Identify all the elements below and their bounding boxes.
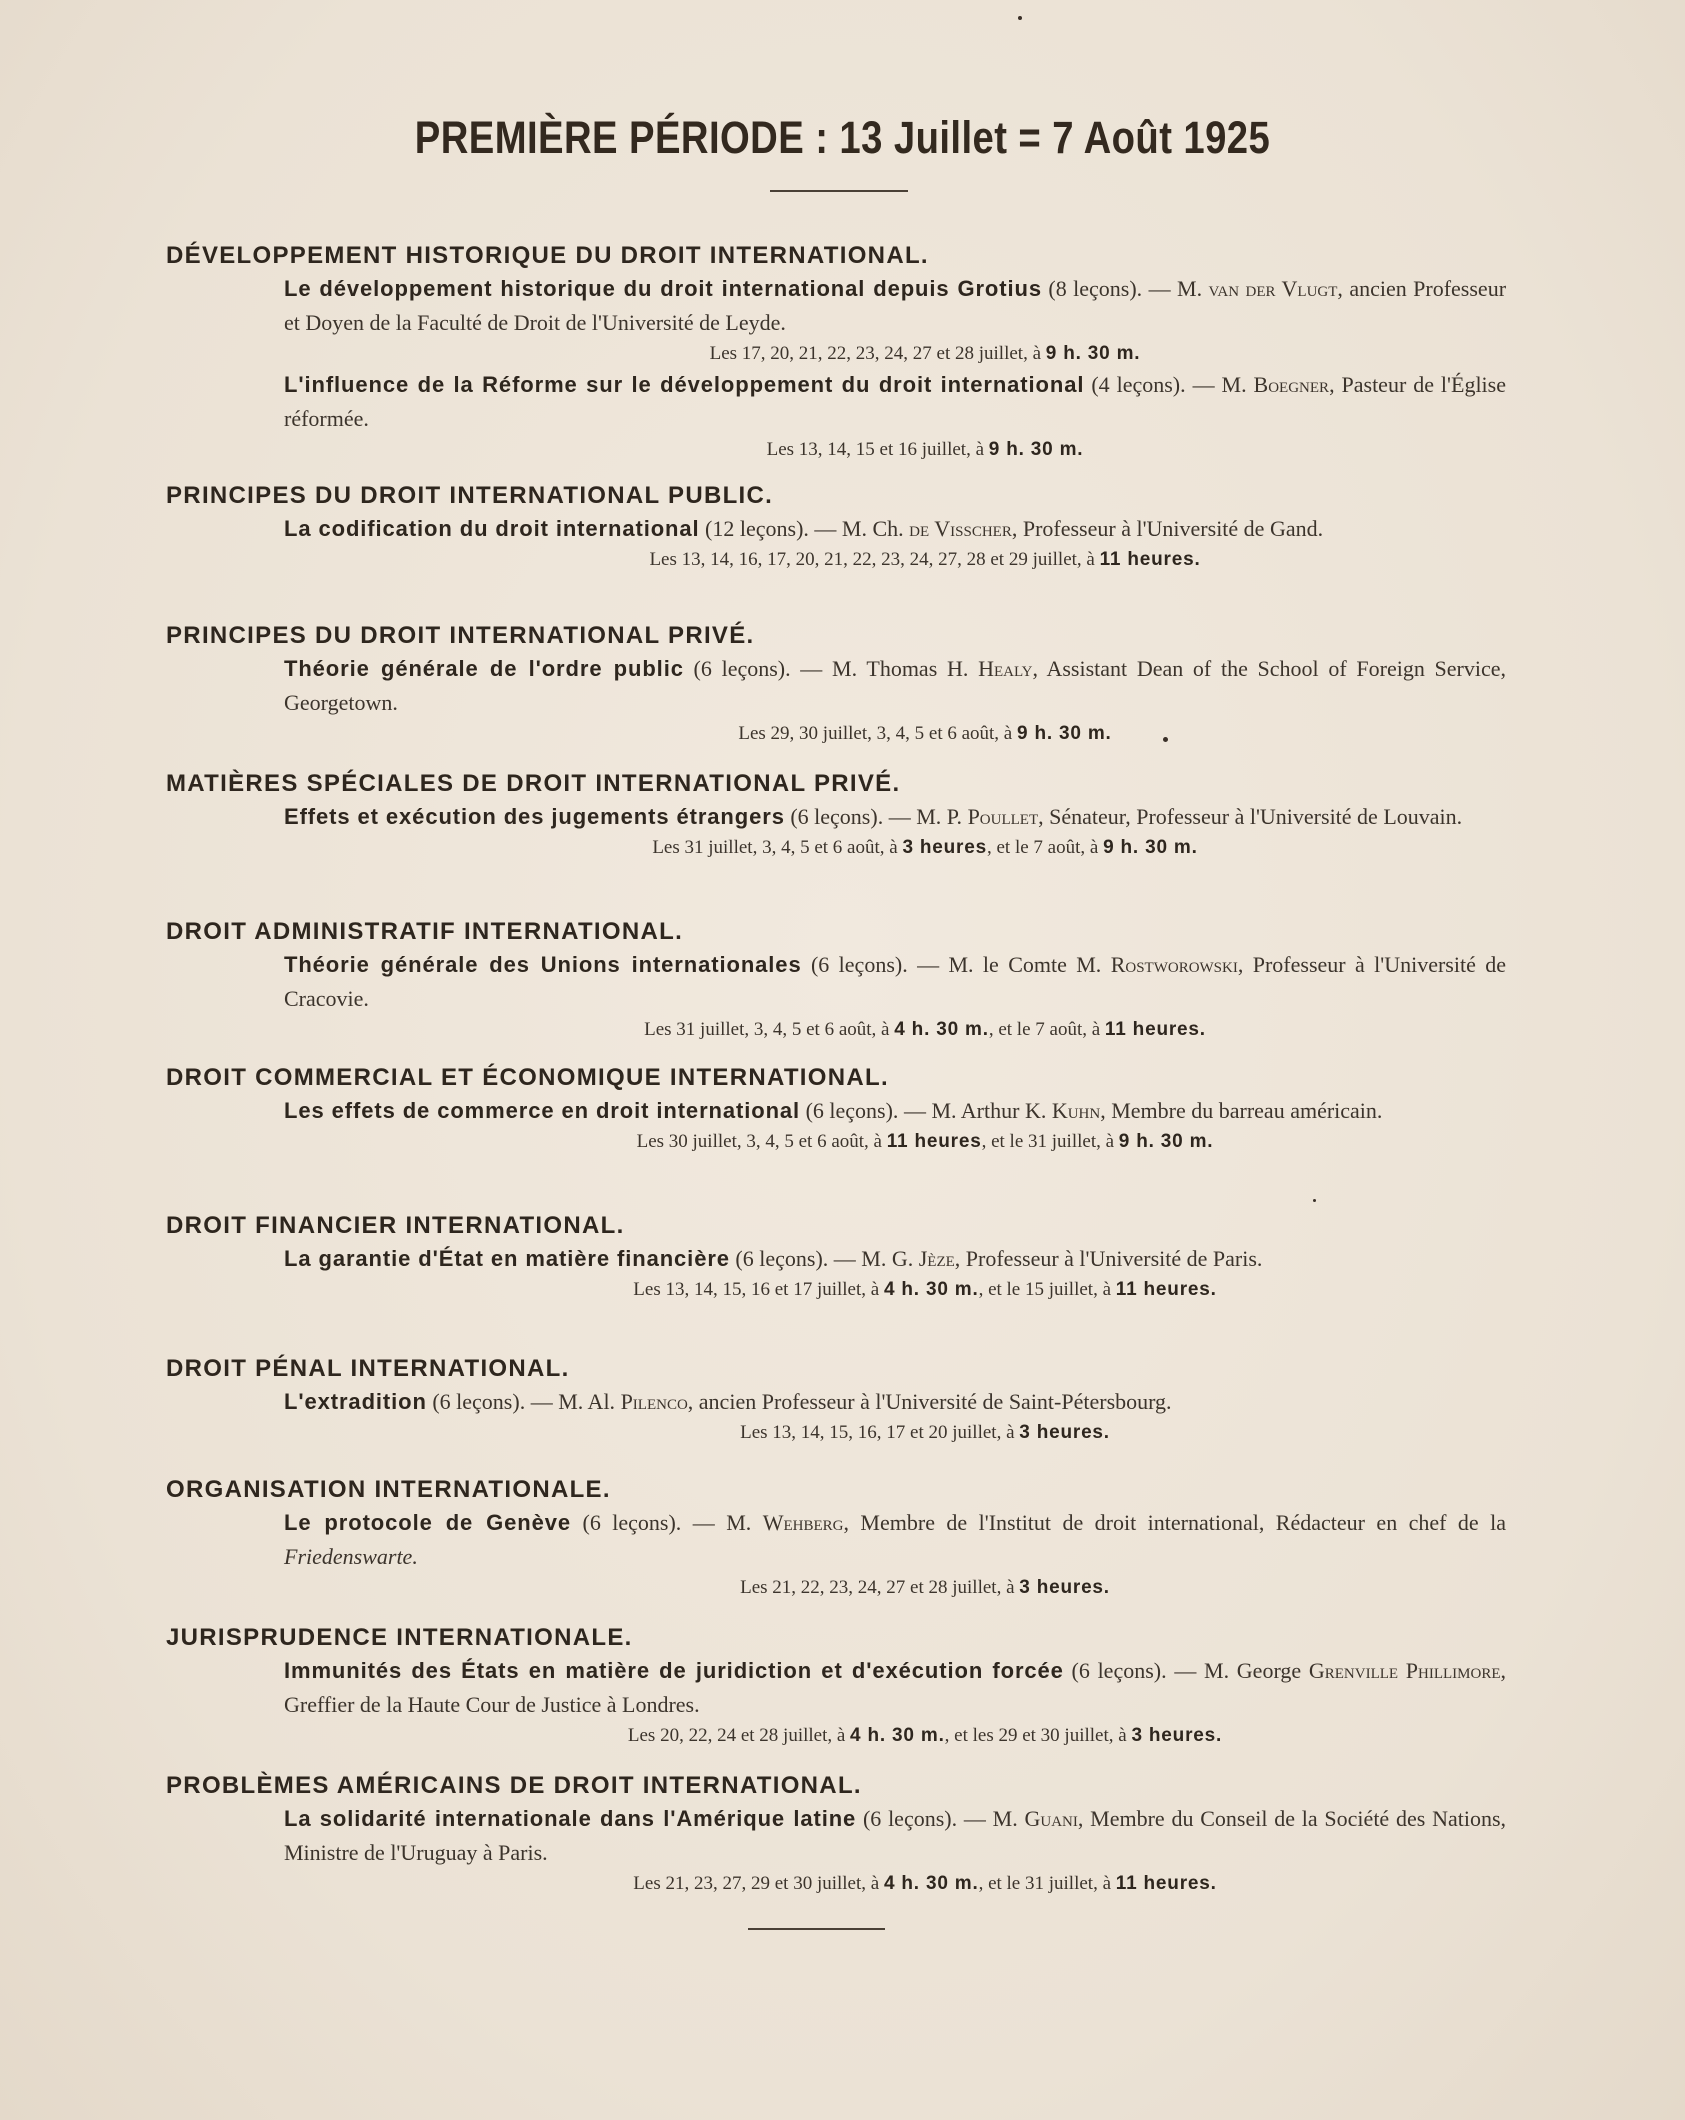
professor-name: Grenville Phillimore: [1308, 1658, 1501, 1683]
footer-divider: [748, 1928, 885, 1930]
program-section: [166, 1474, 1506, 1602]
section-heading: DROIT PÉNAL INTERNATIONAL.: [166, 1355, 570, 1382]
schedule-time: 11 heures: [886, 1131, 982, 1152]
course-title: Le protocole de Genève: [284, 1510, 572, 1535]
lesson-count: (4 leçons).: [1091, 372, 1186, 397]
program-section: [166, 1770, 1506, 1898]
course-entry: [284, 948, 1506, 1016]
course-title: Le développement historique du droit international depuis Grotius: [284, 276, 1042, 301]
course-entry: [284, 652, 1506, 720]
professor-name: Guani: [1024, 1806, 1078, 1831]
professor-description: , ancien Professeur et Doyen de la Faculté de Droit de l'Université de Leyde.: [284, 276, 1507, 335]
course-schedule: [284, 1276, 1506, 1304]
schedule-time: 3 heures.: [1019, 1422, 1110, 1443]
course-schedule: [284, 1419, 1506, 1447]
schedule-time-extra: 11 heures.: [1115, 1279, 1217, 1300]
professor-name: Pilenco: [620, 1389, 688, 1414]
professor-prefix: — M. Arthur K.: [898, 1098, 1052, 1123]
schedule-dates: Les 30 juillet, 3, 4, 5 et 6 août, à: [636, 1131, 887, 1152]
schedule-dates-extra: , et le 31 juillet, à: [978, 1873, 1116, 1894]
ink-speck: [1018, 16, 1022, 20]
lesson-count: (6 leçons).: [862, 1806, 958, 1831]
course-title: La codification du droit international: [284, 516, 700, 541]
professor-name: Rostworowski: [1110, 952, 1238, 977]
course-entry: [284, 1242, 1506, 1276]
program-section: [166, 240, 1506, 464]
course-title: Effets et exécution des jugements étrangers: [284, 804, 785, 829]
section-heading: ORGANISATION INTERNATIONALE.: [166, 1476, 611, 1503]
course-entry: [284, 1654, 1506, 1722]
course-title: Théorie générale des Unions internationales: [284, 952, 802, 977]
professor-name: Boegner: [1253, 372, 1330, 397]
schedule-dates: Les 29, 30 juillet, 3, 4, 5 et 6 août, à: [738, 723, 1017, 744]
title-divider: [770, 190, 908, 192]
schedule-time-extra: 3 heures.: [1131, 1725, 1223, 1746]
course-schedule: [284, 1574, 1506, 1602]
schedule-dates: Les 21, 23, 27, 29 et 30 juillet, à: [633, 1873, 884, 1894]
schedule-time: 9 h. 30 m.: [988, 439, 1084, 460]
professor-description: , Sénateur, Professeur à l'Université de Louvain.: [1038, 804, 1463, 829]
course-schedule: [284, 546, 1506, 574]
professor-description: , Professeur à l'Université de Paris.: [954, 1246, 1263, 1271]
course-entry: [284, 800, 1506, 834]
course-entry: [284, 512, 1506, 546]
schedule-time-extra: 11 heures.: [1115, 1873, 1217, 1894]
course-schedule: [284, 1870, 1506, 1898]
schedule-dates: Les 13, 14, 15 et 16 juillet, à: [766, 439, 989, 460]
professor-prefix: — M. Al.: [525, 1389, 621, 1414]
course-schedule: [284, 720, 1506, 748]
lesson-count: (6 leçons).: [693, 656, 791, 681]
course-schedule: [284, 1128, 1506, 1156]
course-title: L'extradition: [284, 1389, 427, 1414]
schedule-dates-extra: , et le 7 août, à: [987, 837, 1104, 858]
course-title: Immunités des États en matière de juridiction et d'exécution forcée: [284, 1658, 1064, 1683]
professor-prefix: — M. George: [1166, 1658, 1309, 1683]
program-section: [166, 1622, 1506, 1750]
course-schedule: [284, 436, 1506, 464]
schedule-time: 11 heures.: [1099, 549, 1201, 570]
professor-prefix: — M. P.: [883, 804, 968, 829]
professor-description: , Membre du Conseil de la Société des Nations, Ministre de l'Uruguay à Paris.: [284, 1806, 1507, 1865]
lesson-count: (12 leçons).: [705, 516, 809, 541]
section-heading: PRINCIPES DU DROIT INTERNATIONAL PRIVÉ.: [166, 622, 755, 649]
professor-prefix: — M. le Comte M.: [907, 952, 1111, 977]
lesson-count: (8 leçons).: [1048, 276, 1143, 301]
professor-name: Kuhn: [1051, 1098, 1101, 1123]
section-heading: DROIT FINANCIER INTERNATIONAL.: [166, 1212, 625, 1239]
section-heading: PROBLÈMES AMÉRICAINS DE DROIT INTERNATIONAL.: [166, 1772, 862, 1799]
schedule-dates: Les 13, 14, 16, 17, 20, 21, 22, 23, 24, 27, 28 et 29 juillet, à: [649, 549, 1100, 570]
lesson-count: (6 leçons).: [432, 1389, 526, 1414]
lesson-count: (6 leçons).: [810, 952, 908, 977]
schedule-time: 3 heures: [902, 837, 987, 858]
schedule-dates-extra: , et le 31 juillet, à: [981, 1131, 1119, 1152]
section-heading: JURISPRUDENCE INTERNATIONALE.: [166, 1624, 633, 1651]
course-title: La solidarité internationale dans l'Amérique latine: [284, 1806, 857, 1831]
course-schedule: [284, 1722, 1506, 1750]
program-section: [166, 480, 1506, 574]
professor-description: , Membre du barreau américain.: [1100, 1098, 1383, 1123]
program-section: [166, 1353, 1506, 1447]
professor-name: Poullet: [967, 804, 1039, 829]
schedule-dates: Les 21, 22, 23, 24, 27 et 28 juillet, à: [740, 1577, 1020, 1598]
section-heading: DÉVELOPPEMENT HISTORIQUE DU DROIT INTERNATIONAL.: [166, 242, 929, 269]
schedule-time: 3 heures.: [1019, 1577, 1110, 1598]
program-section: [166, 1062, 1506, 1156]
course-schedule: [284, 340, 1506, 368]
professor-prefix: — M.: [681, 1510, 763, 1535]
schedule-time: 4 h. 30 m.: [883, 1873, 979, 1894]
professor-description: , Professeur à l'Université de Gand.: [1011, 516, 1324, 541]
professor-name: Healy: [978, 656, 1033, 681]
professor-description: , ancien Professeur à l'Université de Saint-Pétersbourg.: [687, 1389, 1172, 1414]
ink-speck: [1313, 1199, 1316, 1202]
professor-name: van der Vlugt: [1208, 276, 1338, 301]
schedule-time-extra: 9 h. 30 m.: [1118, 1131, 1214, 1152]
lesson-count: (6 leçons).: [582, 1510, 682, 1535]
schedule-dates-extra: , et le 15 juillet, à: [978, 1279, 1116, 1300]
lesson-count: (6 leçons).: [1071, 1658, 1167, 1683]
professor-name: Jèze: [918, 1246, 955, 1271]
lesson-count: (6 leçons).: [805, 1098, 899, 1123]
lesson-count: (6 leçons).: [790, 804, 884, 829]
professor-name: Wehberg: [762, 1510, 844, 1535]
professor-prefix: — M.: [1142, 276, 1209, 301]
course-entry: [284, 1506, 1506, 1574]
course-title: Théorie générale de l'ordre public: [284, 656, 684, 681]
professor-prefix: — M. G.: [828, 1246, 919, 1271]
course-title: Les effets de commerce en droit international: [284, 1098, 801, 1123]
professor-prefix: — M. Thomas H.: [790, 656, 979, 681]
schedule-time: 9 h. 30 m.: [1045, 343, 1141, 364]
schedule-dates-extra: , et les 29 et 30 juillet, à: [944, 1725, 1132, 1746]
schedule-time-extra: 9 h. 30 m.: [1103, 837, 1198, 858]
schedule-time: 4 h. 30 m.: [894, 1019, 989, 1040]
course-entry: [284, 272, 1506, 340]
professor-description: , Assistant Dean of the School of Foreign Service, Georgetown.: [284, 656, 1506, 715]
schedule-dates-extra: , et le 7 août, à: [988, 1019, 1105, 1040]
professor-prefix: — M.: [1185, 372, 1254, 397]
program-section: [166, 620, 1506, 748]
schedule-dates: Les 17, 20, 21, 22, 23, 24, 27 et 28 juillet, à: [709, 343, 1046, 364]
professor-name: de Visscher: [909, 516, 1012, 541]
schedule-dates: Les 13, 14, 15, 16 et 17 juillet, à: [633, 1279, 884, 1300]
course-title: L'influence de la Réforme sur le développement du droit international: [284, 372, 1085, 397]
page-title: PREMIÈRE PÉRIODE : 13 Juillet = 7 Août 1925: [414, 112, 1271, 163]
section-heading: DROIT COMMERCIAL ET ÉCONOMIQUE INTERNATIONAL.: [166, 1064, 889, 1091]
schedule-dates: Les 13, 14, 15, 16, 17 et 20 juillet, à: [740, 1422, 1020, 1443]
professor-description: , Membre de l'Institut de droit international, Rédacteur en chef de la: [843, 1510, 1507, 1535]
course-schedule: [284, 834, 1506, 862]
schedule-dates: Les 31 juillet, 3, 4, 5 et 6 août, à: [644, 1019, 895, 1040]
schedule-time: 4 h. 30 m.: [883, 1279, 979, 1300]
schedule-dates: Les 20, 22, 24 et 28 juillet, à: [627, 1725, 851, 1746]
lesson-count: (6 leçons).: [735, 1246, 829, 1271]
course-entry: [284, 368, 1506, 436]
course-entry: [284, 1094, 1506, 1128]
section-heading: DROIT ADMINISTRATIF INTERNATIONAL.: [166, 918, 684, 945]
schedule-time-extra: 11 heures.: [1104, 1019, 1206, 1040]
section-heading: MATIÈRES SPÉCIALES DE DROIT INTERNATIONAL PRIVÉ.: [166, 770, 901, 797]
schedule-time: 4 h. 30 m.: [850, 1725, 945, 1746]
journal-title: Friedenswarte.: [284, 1544, 418, 1569]
section-heading: PRINCIPES DU DROIT INTERNATIONAL PUBLIC.: [166, 482, 774, 509]
course-title: La garantie d'État en matière financière: [284, 1246, 730, 1271]
professor-prefix: — M.: [957, 1806, 1025, 1831]
program-section: [166, 916, 1506, 1044]
professor-description: , Pasteur de l'Église réformée.: [284, 372, 1507, 431]
course-schedule: [284, 1016, 1506, 1044]
program-section: [166, 768, 1506, 862]
course-entry: [284, 1802, 1506, 1870]
program-section: [166, 1210, 1506, 1304]
professor-prefix: — M. Ch.: [808, 516, 910, 541]
professor-description: , Professeur à l'Université de Cracovie.: [284, 952, 1507, 1011]
schedule-dates: Les 31 juillet, 3, 4, 5 et 6 août, à: [652, 837, 903, 858]
course-entry: [284, 1385, 1506, 1419]
schedule-time: 9 h. 30 m.: [1017, 723, 1112, 744]
professor-description: , Greffier de la Haute Cour de Justice à Londres.: [284, 1658, 1506, 1717]
